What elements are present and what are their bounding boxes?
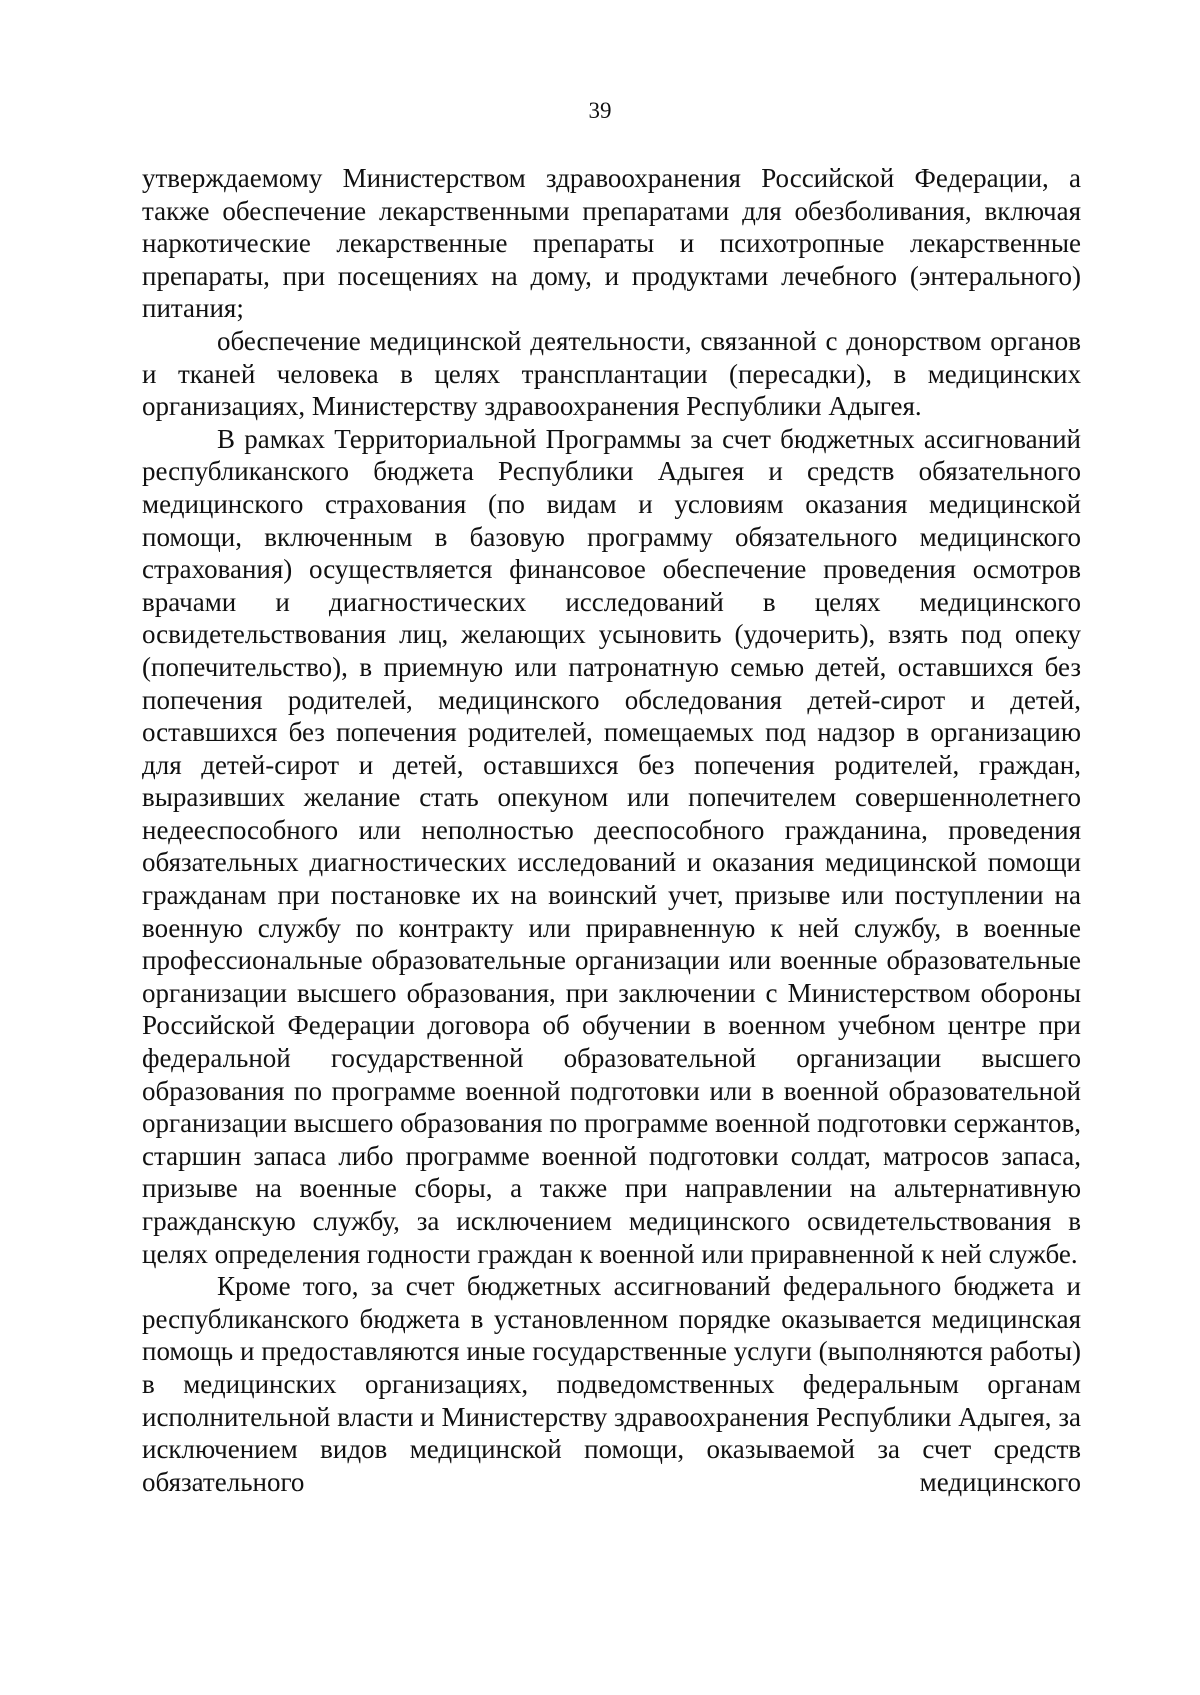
paragraph-donation: обеспечение медицинской деятельности, связанной с донорством органов и тканей человека в целях трансплантации (пересадки), в медицинских организациях, Министерству здравоохранения Республики Адыгея.: [142, 325, 1081, 422]
document-body: [142, 162, 1081, 1498]
paragraph-federal-budget: Кроме того, за счет бюджетных ассигнований федерального бюджета и республиканского бюджета в установленном порядке оказывается медицинская помощь и предоставляются иные государственные услуги (выполняются работы) в медицинских организациях, подведомственных федеральным органам исполнительной власти и Министерству здравоохранения Республики Адыгея, за исключением видов медицинской помощи, оказываемой за счет средств обязательного медицинского: [142, 1271, 1081, 1497]
paragraph-territorial-program: В рамках Территориальной Программы за счет бюджетных ассигнований республиканского бюджета Республики Адыгея и средств обязательного медицинского страхования (по видам и условиям оказания медицинской помощи, включенным в базовую программу обязательного медицинского страхования) осуществляется финансовое обеспечение проведения осмотров врачами и диагностических исследований в целях медицинского освидетельствования лиц, желающих усыновить (удочерить), взять под опеку (попечительство), в приемную или патронатную семью детей, оставшихся без попечения родителей, медицинского обследования детей-сирот и детей, оставшихся без попечения родителей, помещаемых под надзор в организацию для детей-сирот и детей, оставшихся без попечения родителей, граждан, выразивших желание стать опекуном или попечителем совершеннолетнего недееспособного или неполностью дееспособного гражданина, проведения обязательных диагностических исследований и оказания медицинской помощи гражданам при постановке их на воинский учет, призыве или поступлении на военную службу по контракту или приравненную к ней службу, в военные профессиональные образовательные организации или военные образовательные организации высшего образования, при заключении с Министерством обороны Российской Федерации договора об обучении в военном учебном центре при федеральной государственной образовательной организации высшего образования по программе военной подготовки или в военной образовательной организации высшего образования по программе военной подготовки сержантов, старшин запаса либо программе военной подготовки солдат, матросов запаса, призыве на военные сборы, а также при направлении на альтернативную гражданскую службу, за исключением медицинского освидетельствования в целях определения годности граждан к военной или приравненной к ней службе.: [142, 423, 1081, 1269]
page-number: 39: [588, 98, 612, 123]
paragraph-continuation: утверждаемому Министерством здравоохранения Российской Федерации, а также обеспечение лекарственными препаратами для обезболивания, включая наркотические лекарственные препараты и психотропные лекарственные препараты, при посещениях на дому, и продуктами лечебного (энтерального) питания;: [142, 163, 1081, 324]
